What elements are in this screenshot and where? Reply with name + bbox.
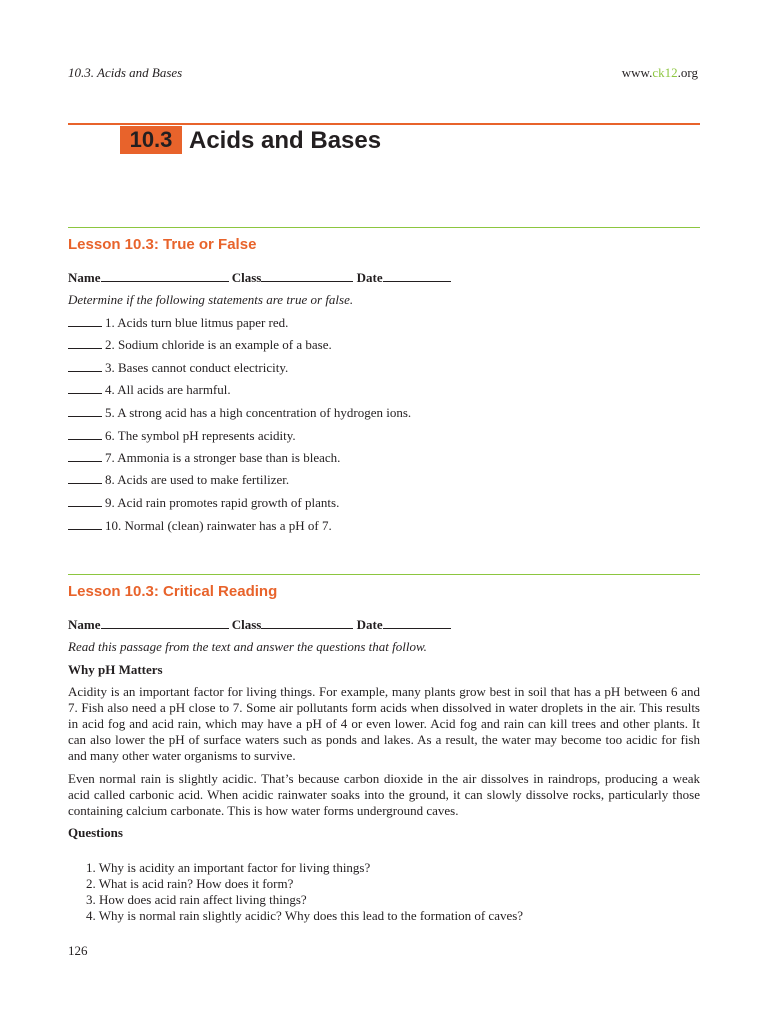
chapter-title: Acids and Bases <box>189 127 382 154</box>
questions-heading: Questions <box>68 825 123 840</box>
date-label: Date <box>356 270 383 285</box>
statement-item <box>68 450 340 466</box>
passage-paragraph: Even normal rain is slightly acidic. That’s because carbon dioxide in the air dissolves in raindrops, producing a weak acid called carbonic acid. When acidic rainwater soaks into the ground, it can slowly dissolve rocks, particularly those containing calcium carbonate. This is how water forms underground caves. <box>68 771 700 818</box>
name-blank <box>101 617 229 629</box>
instructions-critical-reading: Read this passage from the text and answer the questions that follow. <box>68 639 427 654</box>
statement-item <box>68 382 231 398</box>
question-item: 1. Why is acidity an important factor for living things? <box>86 860 371 875</box>
statement-item <box>68 518 332 534</box>
site-url <box>622 65 698 81</box>
passage-title: Why pH Matters <box>68 662 163 677</box>
lesson-heading-critical-reading: Lesson 10.3: Critical Reading <box>68 583 278 600</box>
class-blank <box>261 617 353 629</box>
section-rule-true-false <box>68 227 700 228</box>
statement-item <box>68 315 288 331</box>
statement-text: 10. Normal (clean) rainwater has a pH of 7. <box>105 518 332 533</box>
statement-text: 4. All acids are harmful. <box>105 382 231 397</box>
section-rule-critical-reading <box>68 574 700 575</box>
date-blank <box>383 617 451 629</box>
question-item: 3. How does acid rain affect living things? <box>86 892 307 907</box>
class-label: Class <box>231 617 262 632</box>
name-label: Name <box>68 617 101 632</box>
answer-blank <box>68 361 102 372</box>
running-title: 10.3. Acids and Bases <box>68 65 183 80</box>
question-item: 2. What is acid rain? How does it form? <box>86 876 294 891</box>
passage-paragraph: Acidity is an important factor for living things. For example, many plants grow best in soil that has a pH between 6 and 7. Fish also need a pH close to 7. Some air pollutants form acids when dissolved in water droplets in the air. This results in acid fog and acid rain, which may have a pH of 4 or even lower. Acid fog and rain can kill trees and other plants. It can also lower the pH of surface waters such as ponds and lakes. As a result, the water may become too acidic for fish and many other water organisms to survive. <box>68 684 700 763</box>
name-blank <box>101 270 229 282</box>
answer-blank <box>68 429 102 440</box>
name-label: Name <box>68 270 101 285</box>
statement-text: 6. The symbol pH represents acidity. <box>105 428 296 443</box>
answer-blank <box>68 519 102 530</box>
statement-text: 9. Acid rain promotes rapid growth of plants. <box>105 495 340 510</box>
statement-text: 3. Bases cannot conduct electricity. <box>105 360 289 375</box>
chapter-rule <box>68 123 700 125</box>
statement-text: 8. Acids are used to make fertilizer. <box>105 472 290 487</box>
site-prefix: www. <box>621 65 653 80</box>
answer-blank <box>68 383 102 394</box>
site-suffix: .org <box>677 65 698 80</box>
class-label: Class <box>231 270 262 285</box>
name-class-date-line <box>68 617 451 633</box>
answer-blank <box>68 406 102 417</box>
statement-text: 7. Ammonia is a stronger base than is bleach. <box>105 450 341 465</box>
statement-item <box>68 428 296 444</box>
statement-item <box>68 337 332 353</box>
date-label: Date <box>356 617 383 632</box>
statement-text: 1. Acids turn blue litmus paper red. <box>105 315 289 330</box>
answer-blank <box>68 473 102 484</box>
statement-item <box>68 472 289 488</box>
instructions-true-false: Determine if the following statements are true or false. <box>68 292 354 307</box>
answer-blank <box>68 496 102 507</box>
statement-item <box>68 495 339 511</box>
statement-item <box>68 405 411 421</box>
answer-blank <box>68 451 102 462</box>
statement-item <box>68 360 288 376</box>
answer-blank <box>68 338 102 349</box>
lesson-heading-true-false: Lesson 10.3: True or False <box>68 236 257 253</box>
page-number: 126 <box>68 943 88 958</box>
question-item: 4. Why is normal rain slightly acidic? Why does this lead to the formation of caves? <box>86 908 524 923</box>
statement-text: 2. Sodium chloride is an example of a base. <box>105 337 332 352</box>
class-blank <box>261 270 353 282</box>
name-class-date-line <box>68 270 451 286</box>
statement-text: 5. A strong acid has a high concentration of hydrogen ions. <box>105 405 412 420</box>
chapter-number: 10.3 <box>129 127 173 152</box>
site-highlight: ck12 <box>652 65 678 80</box>
answer-blank <box>68 316 102 327</box>
date-blank <box>383 270 451 282</box>
